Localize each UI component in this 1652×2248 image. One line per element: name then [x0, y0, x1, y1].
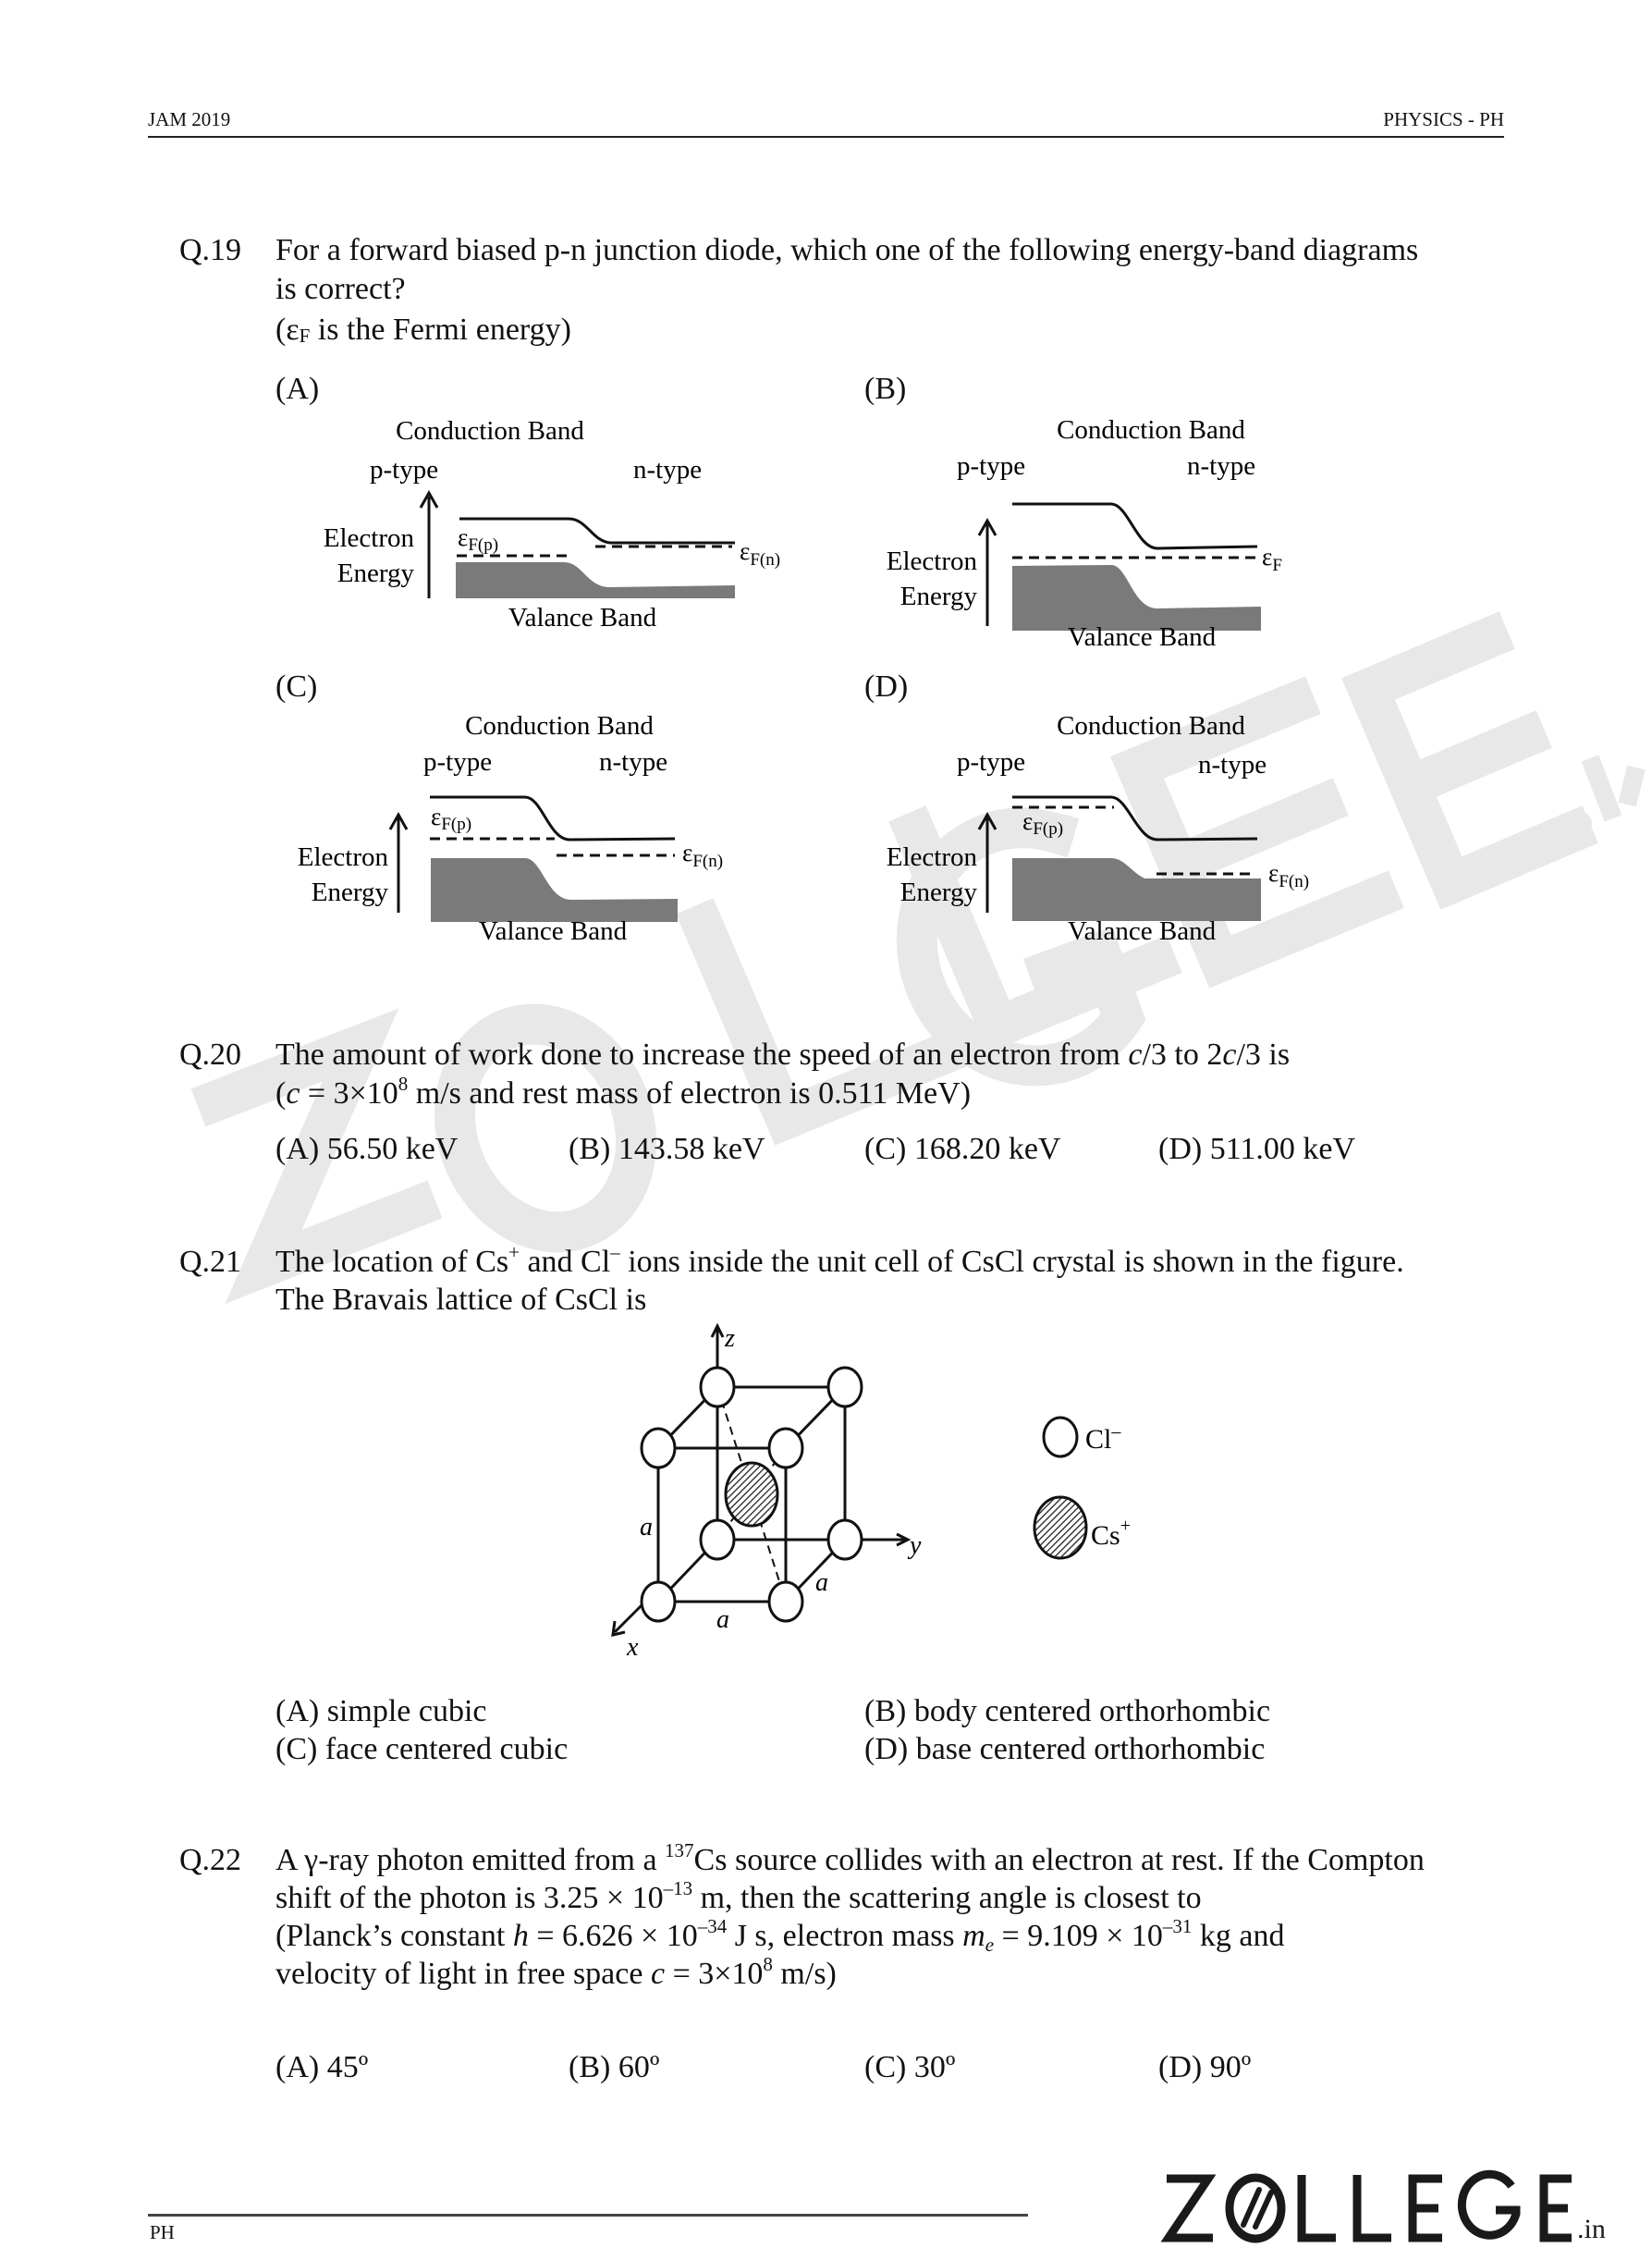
q19-line1: For a forward biased p-n junction diode, which one of the following energy-band diagrams [275, 233, 1419, 267]
cl-ion [642, 1429, 675, 1468]
cl-ion [701, 1520, 734, 1559]
text: J s, electron mass [727, 1919, 963, 1953]
var-h: h [512, 1919, 529, 1953]
edge-label-depth: a [815, 1568, 828, 1597]
q19-option-c-label[interactable]: (C) [275, 669, 318, 704]
cl-ion [642, 1582, 675, 1621]
valence-band-fill [456, 562, 735, 598]
p-type-label: p-type [423, 747, 493, 777]
legend-cl-icon [1044, 1418, 1077, 1456]
header-rule [148, 136, 1504, 138]
watermark-at [424, 997, 667, 1259]
q22-line3 [275, 1915, 1285, 1956]
text: /3 to 2 [1142, 1038, 1223, 1072]
q21-line1 [275, 1241, 1404, 1279]
q22-option-c[interactable]: (C) 30º [864, 2050, 956, 2084]
paren: ( [275, 1076, 287, 1111]
watermark-n [1627, 768, 1636, 805]
q19-option-a-label[interactable]: (A) [275, 372, 320, 406]
var-c: c [1128, 1038, 1143, 1072]
header-left: JAM 2019 [148, 108, 231, 130]
q21-option-c[interactable]: (C) face centered cubic [275, 1732, 569, 1766]
text: m/s) [772, 1957, 837, 1991]
band-diagram-a[interactable] [305, 412, 804, 633]
text: = 9.109 × 10 [994, 1919, 1163, 1953]
cl-ion [701, 1368, 734, 1407]
logo-l2 [1357, 2175, 1391, 2238]
q22-option-d[interactable]: (D) 90º [1158, 2050, 1252, 2084]
q20-line2 [275, 1073, 972, 1111]
exponent: –13 [663, 1877, 693, 1899]
electron-label: Electron [886, 547, 977, 576]
ef-n-label: $\varepsilon_{F(n)}$ [740, 537, 781, 570]
text: The location of Cs [275, 1245, 509, 1279]
q21-number: Q.21 [179, 1245, 242, 1279]
text: = 3×10 [665, 1957, 764, 1991]
q19-number: Q.19 [179, 233, 242, 267]
footer-left: PH [150, 2221, 175, 2243]
var-m: m [962, 1919, 985, 1953]
valence-band-label: Valance Band [1067, 916, 1217, 946]
energy-label: Energy [899, 582, 977, 611]
energy-label: Energy [337, 559, 414, 588]
conduction-band-label: Conduction Band [465, 711, 654, 741]
p-type-label: p-type [370, 455, 439, 485]
text: kg and [1192, 1919, 1285, 1953]
text: m, then the scattering angle is closest to [692, 1881, 1202, 1915]
logo-at [1230, 2178, 1281, 2239]
edge-label-horizontal: a [716, 1605, 729, 1634]
n-type-label: n-type [1198, 750, 1267, 780]
conduction-band-label: Conduction Band [396, 416, 584, 446]
q20-option-a[interactable]: (A) 56.50 keV [275, 1132, 459, 1166]
logo-g [1462, 2174, 1516, 2235]
text: shift of the photon is 3.25 × 10 [275, 1881, 664, 1915]
q19-line3-rest: is the Fermi energy) [310, 313, 571, 347]
footer-rule [148, 2214, 1028, 2217]
subscript: e [985, 1934, 995, 1956]
cl-ion [769, 1429, 802, 1468]
header-right: PHYSICS - PH [1383, 108, 1504, 130]
legend-cs-icon [1034, 1497, 1086, 1558]
exponent: –31 [1162, 1915, 1193, 1937]
watermark-e2 [1368, 638, 1572, 883]
band-diagram-d[interactable] [869, 707, 1368, 948]
cscl-unit-cell-figure [592, 1313, 1165, 1683]
exponent: 8 [763, 1953, 773, 1975]
ef-p-label: εF(p) [431, 803, 472, 834]
charge: – [610, 1241, 620, 1263]
text: (Planck’s constant [275, 1919, 513, 1953]
q22-line4 [275, 1953, 837, 1991]
text: ions inside the unit cell of CsCl crystal is shown in the figure. [619, 1245, 1404, 1279]
exponent: –34 [697, 1915, 728, 1937]
q21-option-b[interactable]: (B) body centered orthorhombic [864, 1694, 1271, 1728]
watermark-dot [1570, 812, 1592, 834]
energy-label: Energy [311, 878, 388, 907]
cl-ion [828, 1368, 862, 1407]
q21-line2: The Bravais lattice of CsCl is [275, 1283, 647, 1317]
band-diagram-b[interactable] [869, 412, 1368, 652]
text: /3 is [1236, 1038, 1291, 1072]
zollege-logo [1156, 2160, 1646, 2243]
n-type-label: n-type [1187, 451, 1256, 481]
q22-line2 [275, 1877, 1202, 1915]
text: Cs source collides with an electron at rest. If the Compton [693, 1843, 1425, 1877]
cl-ion [828, 1520, 862, 1559]
q20-option-d[interactable]: (D) 511.00 keV [1158, 1132, 1356, 1166]
q22-line1 [275, 1839, 1425, 1877]
conduction-band-edge [1012, 504, 1257, 548]
ef-p-label: εF(p) [458, 523, 499, 555]
text: A γ-ray photon emitted from a [275, 1843, 666, 1877]
q19-option-d-label[interactable]: (D) [864, 669, 909, 704]
epsilon-subscript: F [299, 325, 311, 347]
q20-number: Q.20 [179, 1038, 242, 1072]
q22-number: Q.22 [179, 1843, 242, 1877]
var-c: c [286, 1076, 300, 1111]
valence-band-label: Valance Band [508, 603, 657, 633]
text: m/s and rest mass of electron is 0.511 MeV) [408, 1076, 972, 1111]
band-diagram-c[interactable] [277, 707, 777, 948]
q22-option-b[interactable]: (B) 60º [569, 2050, 660, 2084]
p-type-label: p-type [957, 747, 1026, 777]
logo-z [1167, 2179, 1213, 2238]
var-c: c [1222, 1038, 1237, 1072]
ef-n-label: $\varepsilon_{F(n)}$ [682, 839, 724, 871]
q21-option-a[interactable]: (A) simple cubic [275, 1694, 487, 1728]
watermark-i [1590, 758, 1613, 818]
energy-label: Energy [899, 878, 977, 907]
paren: ( [275, 313, 287, 347]
mass-number: 137 [665, 1839, 694, 1861]
text: The amount of work done to increase the speed of an electron from [275, 1038, 1129, 1072]
z-axis-label: z [725, 1324, 735, 1353]
valence-band-label: Valance Band [1067, 622, 1217, 652]
q22-option-a[interactable]: (A) 45º [275, 2050, 369, 2084]
text: = 3×10 [300, 1076, 398, 1111]
p-type-label: p-type [957, 451, 1026, 481]
text: = 6.626 × 10 [528, 1919, 698, 1953]
electron-label: Electron [323, 523, 414, 553]
logo-l1 [1302, 2175, 1336, 2238]
text: velocity of light in free space [275, 1957, 651, 1991]
epsilon-symbol: ε [286, 313, 300, 347]
electron-label: Electron [297, 842, 388, 872]
var-c: c [650, 1957, 666, 1991]
legend-cs-label: Cs+ [1091, 1516, 1131, 1551]
conduction-band-label: Conduction Band [1057, 415, 1245, 445]
valence-band-label: Valance Band [478, 916, 628, 946]
ef-n-label: $\varepsilon_{F(n)}$ [1268, 859, 1310, 891]
q19-line3 [275, 314, 571, 346]
n-type-label: n-type [633, 455, 703, 485]
q21-option-d[interactable]: (D) base centered orthorhombic [864, 1732, 1266, 1766]
q19-line2: is correct? [275, 272, 406, 306]
watermark-e2-bar [1410, 737, 1525, 786]
exponent: 8 [398, 1073, 409, 1095]
cs-ion [726, 1463, 777, 1526]
q19-option-b-label[interactable]: (B) [864, 372, 907, 406]
conduction-band-edge [459, 519, 735, 543]
q20-line1 [275, 1039, 1290, 1071]
text: and Cl [519, 1245, 611, 1279]
x-axis-label: x [627, 1633, 639, 1662]
electron-label: Electron [886, 842, 977, 872]
n-type-label: n-type [599, 747, 668, 777]
edge-label-vertical: a [640, 1513, 653, 1542]
cl-ion [769, 1582, 802, 1621]
valence-band-base [1012, 878, 1261, 921]
valence-band-fill [431, 858, 678, 922]
q20-option-c[interactable]: (C) 168.20 keV [864, 1132, 1061, 1166]
valence-band-fill [1012, 565, 1261, 631]
conduction-band-label: Conduction Band [1057, 711, 1245, 741]
q20-option-b[interactable]: (B) 143.58 keV [569, 1132, 765, 1166]
ef-p-label: εF(p) [1022, 807, 1064, 839]
charge: + [508, 1241, 520, 1263]
logo-tld: .in [1577, 2214, 1606, 2243]
y-axis-label: y [910, 1531, 922, 1560]
legend-cl-label: Cl– [1085, 1421, 1121, 1455]
ef-label: $\varepsilon_F$ [1262, 543, 1282, 575]
